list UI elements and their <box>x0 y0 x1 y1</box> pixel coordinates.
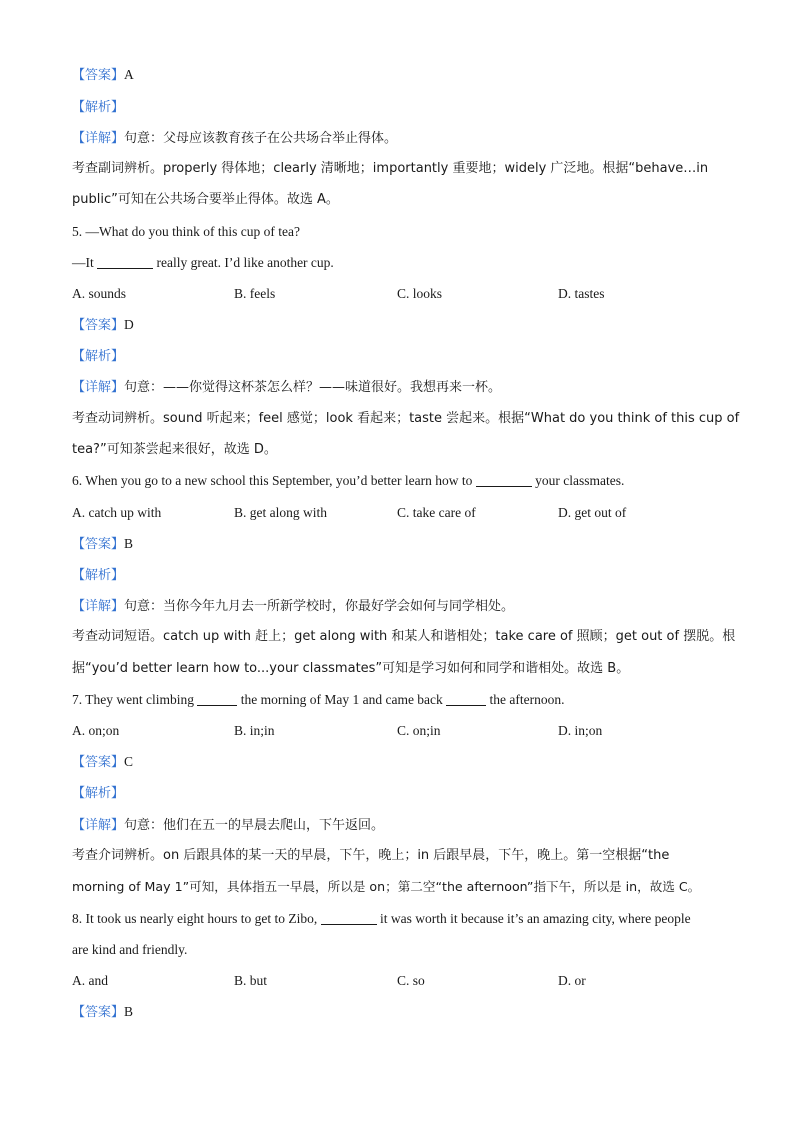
option-a: A. sounds <box>72 286 127 301</box>
answer-value: D <box>124 317 134 332</box>
explanation-line: 考查介词辨析。on 后跟具体的某一天的早晨，下午，晚上；in 后跟早晨，下午，晚上。第一空根据“the <box>72 848 670 863</box>
option-b: B. feels <box>234 286 276 301</box>
sentence-meaning: 句意：他们在五一的早晨去爬山，下午返回。 <box>124 818 385 833</box>
answer-blank <box>476 472 532 487</box>
answer-blank <box>446 691 486 706</box>
explanation-line: tea?”可知茶尝起来很好，故选 D。 <box>72 442 277 457</box>
question-stem: are kind and friendly. <box>72 942 188 957</box>
option-d: D. in;on <box>558 723 603 738</box>
option-b: B. but <box>234 973 268 988</box>
question-stem: 7. They went climbing the morning of May 1 and came back the afternoon. <box>72 692 565 707</box>
explanation-line: 考查动词辨析。sound 听起来；feel 感觉；look 看起来；taste 尝起来。根据“What do you think of this cup of <box>72 411 740 426</box>
question-stem: —It really great. I’d like another cup. <box>72 255 334 270</box>
answer-line: 【答案】B <box>72 536 134 552</box>
explanation-line: morning of May 1”可知，具体指五一早晨，所以是 on；第二空“the afternoon”指下午，所以是 in，故选 C。 <box>72 879 701 894</box>
answer-value: C <box>124 754 134 769</box>
analysis-heading: 【解析】 <box>72 349 125 364</box>
answer-line: 【答案】C <box>72 754 134 770</box>
sentence-meaning: 句意：当你今年九月去一所新学校时，你最好学会如何与同学相处。 <box>124 599 515 614</box>
sentence-meaning: 句意：父母应该教育孩子在公共场合举止得体。 <box>124 131 398 146</box>
sentence-meaning: 句意：——你觉得这杯茶怎么样？——味道很好。我想再来一杯。 <box>124 380 502 395</box>
option-c: C. on;in <box>397 723 441 738</box>
explanation-line: public”可知在公共场合要举止得体。故选 A。 <box>72 192 339 207</box>
answer-value: A <box>124 67 134 82</box>
detail-line: 【详解】句意：他们在五一的早晨去爬山，下午返回。 <box>72 818 385 833</box>
option-c: C. looks <box>397 286 443 301</box>
option-a: A. and <box>72 973 108 988</box>
answer-line: 【答案】D <box>72 317 134 333</box>
explanation-line: 考查动词短语。catch up with 赶上；get along with 和某人和谐相处；take care of 照顾；get out of 摆脱。根 <box>72 629 736 644</box>
detail-line <box>72 128 724 149</box>
answer-line <box>72 65 724 86</box>
option-a: A. catch up with <box>72 505 162 520</box>
question-stem: 5. —What do you think of this cup of tea? <box>72 224 300 239</box>
option-c: C. take care of <box>397 505 476 520</box>
option-d: D. get out of <box>558 505 627 520</box>
answer-value: B <box>124 1004 134 1019</box>
answer-line: 【答案】B <box>72 1004 134 1020</box>
question-stem: 6. When you go to a new school this September, you’d better learn how to your classmates. <box>72 473 625 488</box>
question-stem: 8. It took us nearly eight hours to get to Zibo, it was worth it because it’s an amazing city, where people <box>72 911 691 926</box>
option-b: B. in;in <box>234 723 275 738</box>
analysis-heading: 【解析】 <box>72 100 125 115</box>
answer-value: B <box>124 536 134 551</box>
explanation-line: 据“you’d better learn how to...your classmates”可知是学习如何和同学和谐相处。故选 B。 <box>72 661 630 676</box>
detail-label: 【详解】 <box>72 131 125 146</box>
answer-label: 【答案】 <box>72 68 125 83</box>
option-d: D. tastes <box>558 286 605 301</box>
option-d: D. or <box>558 973 586 988</box>
option-a: A. on;on <box>72 723 120 738</box>
option-b: B. get along with <box>234 505 327 520</box>
option-c: C. so <box>397 973 425 988</box>
answer-blank <box>197 691 237 706</box>
answer-blank <box>97 254 153 269</box>
analysis-heading: 【解析】 <box>72 786 125 801</box>
answer-blank <box>321 910 377 925</box>
analysis-heading: 【解析】 <box>72 568 125 583</box>
detail-line: 【详解】句意：当你今年九月去一所新学校时，你最好学会如何与同学相处。 <box>72 599 515 614</box>
explanation-line: 考查副词辨析。properly 得体地；clearly 清晰地；importantly 重要地；widely 广泛地。根据“behave…in <box>72 161 709 176</box>
detail-line: 【详解】句意：——你觉得这杯茶怎么样？——味道很好。我想再来一杯。 <box>72 380 502 395</box>
